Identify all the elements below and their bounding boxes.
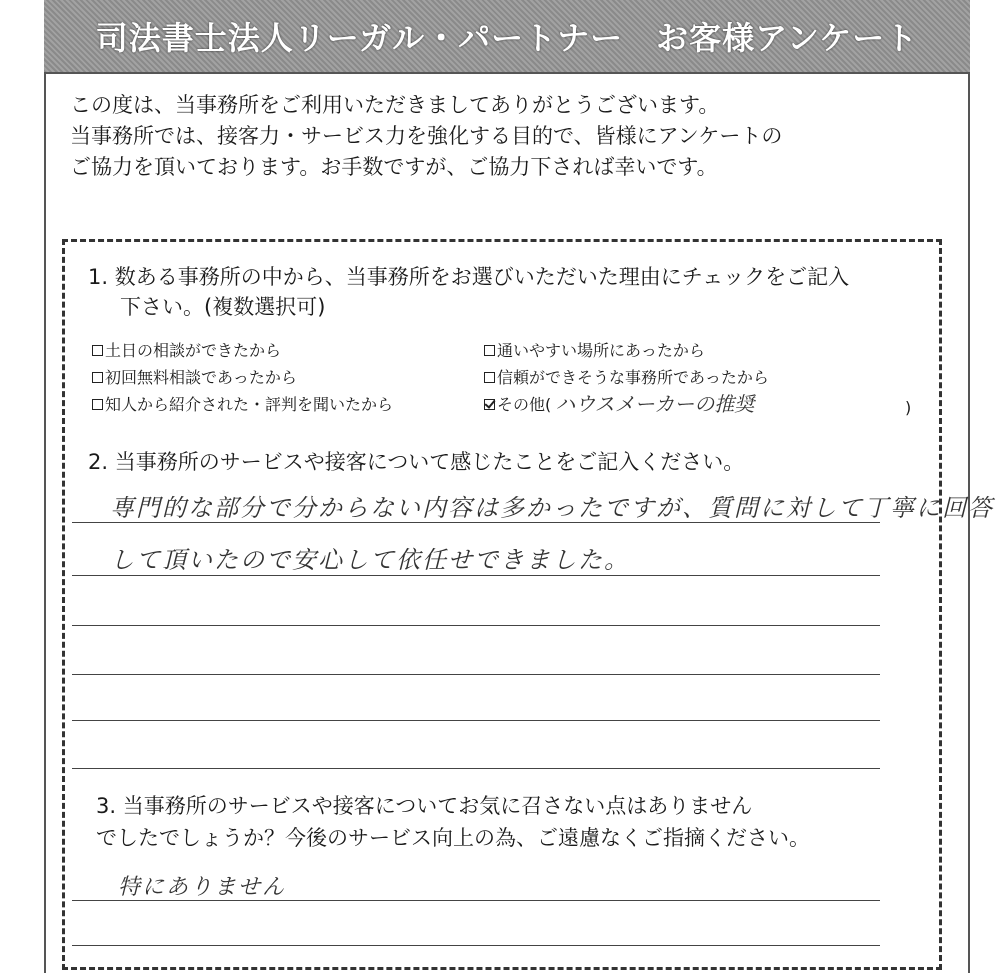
q1-options-right [484, 337, 769, 418]
q1-option[interactable] [92, 364, 393, 391]
q1-option[interactable] [92, 337, 393, 364]
checkbox-icon[interactable] [484, 372, 495, 383]
answer-rule [72, 900, 880, 901]
question-1-line1: 1. 数ある事務所の中から、当事務所をお選びいただいた理由にチェックをご記入 [88, 265, 850, 289]
answer-rule [72, 674, 880, 675]
checkbox-icon[interactable] [92, 345, 103, 356]
question-3 [96, 790, 810, 854]
page-title: 司法書士法人リーガル・パートナー お客様アンケート [95, 19, 919, 57]
checked-checkbox-icon[interactable] [484, 399, 495, 410]
answer-rule [72, 522, 880, 523]
q1-option-label: その他( [497, 395, 552, 414]
checkbox-icon[interactable] [484, 345, 495, 356]
intro-text [70, 90, 930, 183]
answer-rule [72, 768, 880, 769]
q1-option-label: 土日の相談ができたから [105, 341, 282, 360]
other-handwritten-answer[interactable]: ハウスメーカーの推奨 [555, 392, 755, 416]
intro-line: この度は、当事務所をご利用いただきましてありがとうございます。 [70, 93, 720, 117]
q1-option[interactable] [484, 364, 769, 391]
q2-handwritten-answer[interactable]: して頂いたので安心して依任せできました。 [110, 546, 630, 574]
answer-rule [72, 625, 880, 626]
q2-handwritten-answer[interactable]: 専門的な部分で分からない内容は多かったですが、質問に対して丁寧に回答 [110, 494, 994, 522]
q1-option[interactable] [92, 391, 393, 418]
intro-line: ご協力を頂いております。お手数ですが、ご協力下されば幸いです。 [70, 155, 718, 179]
q1-option-label: 知人から紹介された・評判を聞いたから [105, 395, 394, 414]
intro-line: 当事務所では、接客力・サービス力を強化する目的で、皆様にアンケートの [70, 124, 783, 148]
question-1-line2: 下さい。(複数選択可) [120, 295, 326, 319]
answer-rule [72, 575, 880, 576]
q1-options-left [92, 337, 393, 418]
q1-option-label: 信頼ができそうな事務所であったから [497, 368, 769, 387]
question-3-line1: 3. 当事務所のサービスや接客についてお気に召さない点はありません [96, 794, 753, 818]
q1-option-other[interactable] [484, 391, 769, 418]
checkbox-icon[interactable] [92, 372, 103, 383]
answer-rule [72, 945, 880, 946]
question-3-line2: でしたでしょうか？今後のサービス向上の為、ご遠慮なくご指摘ください。 [96, 826, 810, 850]
q3-handwritten-answer[interactable]: 特にありません [118, 875, 287, 900]
q1-option[interactable] [484, 337, 769, 364]
q1-option-label: 通いやすい場所にあったから [497, 341, 705, 360]
q1-option-label: 初回無料相談であったから [105, 368, 297, 387]
checkbox-icon[interactable] [92, 399, 103, 410]
question-1 [88, 262, 849, 322]
question-2: 2. 当事務所のサービスや接客について感じたことをご記入ください。 [88, 450, 745, 474]
title-bar [44, 0, 970, 74]
other-close-paren: ) [905, 398, 912, 417]
answer-rule [72, 720, 880, 721]
